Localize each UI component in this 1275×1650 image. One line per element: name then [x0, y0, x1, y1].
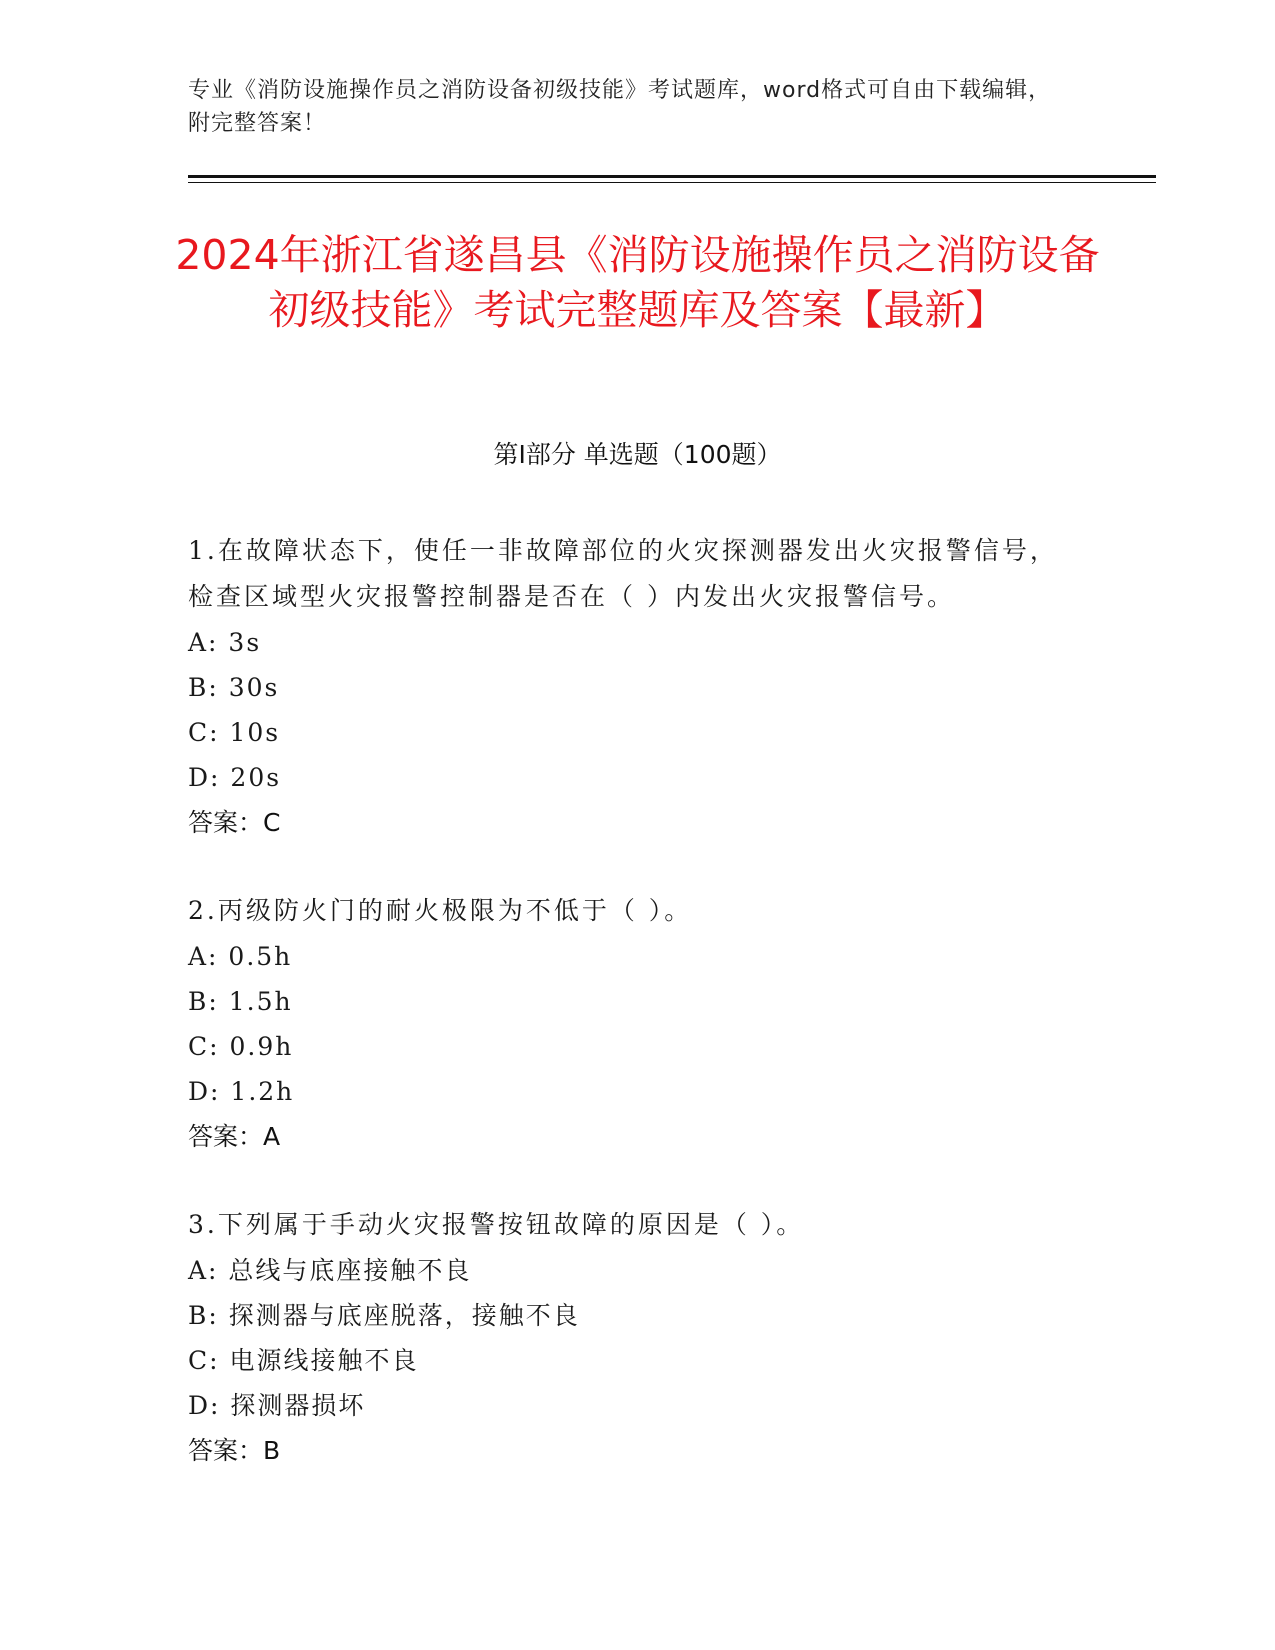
question-1: [188, 528, 1068, 846]
document-title: 2024年浙江省遂昌县《消防设施操作员之消防设备初级技能》考试完整题库及答案【最新】: [175, 231, 1100, 334]
question-stem: 3.下列属于手动火灾报警按钮故障的原因是（ ）。: [188, 1210, 805, 1239]
option-d: D: 20s: [188, 763, 282, 792]
question-stem: 2.丙级防火门的耐火极限为不低于（ ）。: [188, 896, 693, 925]
question-list: [188, 528, 1068, 1516]
answer: 答案：C: [188, 808, 281, 837]
option-a: A: 0.5h: [188, 942, 293, 971]
question-stem: 1.在故障状态下，使任一非故障部位的火灾探测器发出火灾报警信号，检查区域型火灾报警控制器是否在（ ）内发出火灾报警信号。: [188, 536, 1058, 611]
option-d: D: 探测器损坏: [188, 1391, 366, 1420]
header-note: 专业《消防设施操作员之消防设备初级技能》考试题库，word格式可自由下载编辑，附完整答案！: [188, 78, 1052, 136]
answer: 答案：A: [188, 1122, 281, 1151]
header-rule-thin: [188, 182, 1156, 183]
question-3: [188, 1202, 1068, 1474]
option-c: C: 0.9h: [188, 1032, 294, 1061]
header-rule-thick: [188, 175, 1156, 178]
option-d: D: 1.2h: [188, 1077, 295, 1106]
section-title: 第Ⅰ部分 单选题（100题）: [493, 440, 782, 469]
option-b: B: 30s: [188, 673, 280, 702]
option-a: A: 3s: [188, 628, 262, 657]
option-c: C: 10s: [188, 718, 281, 747]
question-2: [188, 888, 1068, 1160]
option-b: B: 1.5h: [188, 987, 293, 1016]
option-b: B: 探测器与底座脱落，接触不良: [188, 1301, 580, 1330]
option-a: A: 总线与底座接触不良: [188, 1256, 472, 1285]
option-c: C: 电源线接触不良: [188, 1346, 419, 1375]
answer: 答案：B: [188, 1436, 281, 1465]
